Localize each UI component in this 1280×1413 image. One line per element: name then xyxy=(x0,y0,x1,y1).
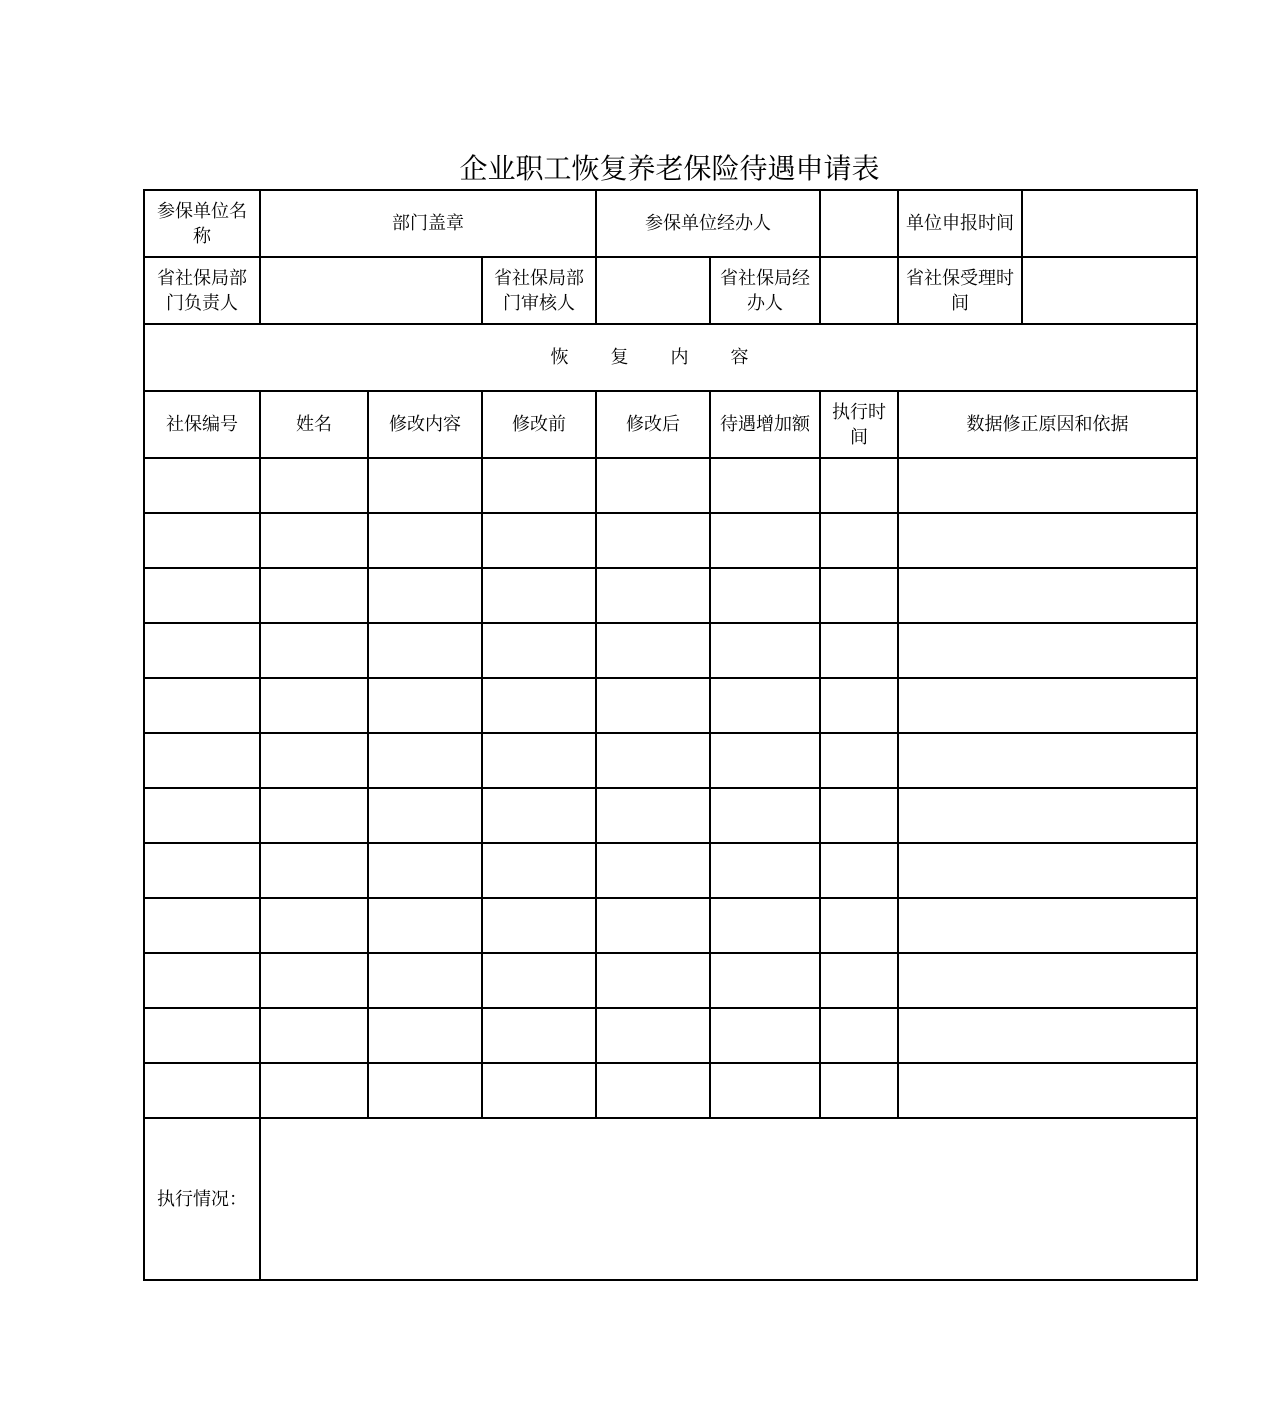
table-cell[interactable] xyxy=(260,1063,368,1118)
table-cell[interactable] xyxy=(260,953,368,1008)
table-cell[interactable] xyxy=(260,1008,368,1063)
table-row xyxy=(144,898,1197,953)
table-cell[interactable] xyxy=(596,1008,710,1063)
section-title-row xyxy=(144,324,1197,391)
table-cell[interactable] xyxy=(820,678,898,733)
table-row xyxy=(144,788,1197,843)
table-cell[interactable] xyxy=(482,1063,596,1118)
table-cell[interactable] xyxy=(144,898,260,953)
column-header: 执行时间 xyxy=(820,391,898,458)
table-cell[interactable] xyxy=(368,458,482,513)
header-row-bureau xyxy=(144,257,1197,324)
table-cell[interactable] xyxy=(596,1063,710,1118)
table-cell[interactable] xyxy=(596,513,710,568)
column-header: 修改后 xyxy=(596,391,710,458)
table-cell[interactable] xyxy=(144,843,260,898)
table-cell[interactable] xyxy=(144,1008,260,1063)
table-cell[interactable] xyxy=(144,568,260,623)
table-cell[interactable] xyxy=(820,568,898,623)
table-row xyxy=(144,568,1197,623)
table-cell[interactable] xyxy=(368,1063,482,1118)
bureau-reviewer-label: 省社保局部门审核人 xyxy=(482,257,596,324)
report-time-label: 单位申报时间 xyxy=(898,190,1022,257)
table-cell[interactable] xyxy=(368,513,482,568)
form-title: 企业职工恢复养老保险待遇申请表 xyxy=(459,152,880,185)
column-header: 修改前 xyxy=(482,391,596,458)
table-cell[interactable] xyxy=(482,623,596,678)
table-cell[interactable] xyxy=(596,678,710,733)
table-cell[interactable] xyxy=(482,788,596,843)
table-cell[interactable] xyxy=(368,623,482,678)
table-cell[interactable] xyxy=(482,953,596,1008)
table-cell[interactable] xyxy=(260,898,368,953)
table-cell[interactable] xyxy=(144,458,260,513)
application-form-table xyxy=(143,189,1198,1281)
table-row xyxy=(144,513,1197,568)
table-cell[interactable] xyxy=(482,1008,596,1063)
table-cell[interactable] xyxy=(144,1063,260,1118)
table-cell[interactable] xyxy=(898,843,1197,898)
table-cell[interactable] xyxy=(710,1063,820,1118)
table-cell[interactable] xyxy=(368,843,482,898)
table-cell[interactable] xyxy=(144,788,260,843)
table-cell[interactable] xyxy=(368,788,482,843)
table-row xyxy=(144,953,1197,1008)
table-cell[interactable] xyxy=(820,458,898,513)
table-cell[interactable] xyxy=(898,898,1197,953)
column-header: 社保编号 xyxy=(144,391,260,458)
column-header-row xyxy=(144,391,1197,458)
unit-agent-label: 参保单位经办人 xyxy=(596,190,820,257)
column-header: 数据修正原因和依据 xyxy=(898,391,1197,458)
table-row xyxy=(144,623,1197,678)
table-cell[interactable] xyxy=(596,733,710,788)
header-row-unit xyxy=(144,190,1197,257)
table-cell[interactable] xyxy=(820,843,898,898)
table-cell[interactable] xyxy=(596,788,710,843)
table-cell[interactable] xyxy=(482,898,596,953)
table-cell[interactable] xyxy=(260,623,368,678)
table-cell[interactable] xyxy=(898,1008,1197,1063)
table-cell[interactable] xyxy=(482,843,596,898)
execution-label: 执行情况： xyxy=(144,1118,260,1280)
table-cell[interactable] xyxy=(596,568,710,623)
table-cell[interactable] xyxy=(820,1008,898,1063)
table-cell[interactable] xyxy=(710,843,820,898)
bureau-agent-label: 省社保局经办人 xyxy=(710,257,820,324)
table-cell[interactable] xyxy=(144,623,260,678)
table-row xyxy=(144,678,1197,733)
table-cell[interactable] xyxy=(260,733,368,788)
dept-seal-label[interactable]: 部门盖章 xyxy=(260,190,596,257)
bureau-reviewer-value[interactable] xyxy=(596,257,710,324)
section-title: 恢复内容 xyxy=(144,324,1197,391)
table-cell[interactable] xyxy=(710,568,820,623)
table-cell[interactable] xyxy=(820,898,898,953)
bureau-head-value[interactable] xyxy=(260,257,482,324)
bureau-head-label: 省社保局部门负责人 xyxy=(144,257,260,324)
table-cell[interactable] xyxy=(710,898,820,953)
table-cell[interactable] xyxy=(820,788,898,843)
table-cell[interactable] xyxy=(144,733,260,788)
table-cell[interactable] xyxy=(482,458,596,513)
table-row xyxy=(144,1063,1197,1118)
table-cell[interactable] xyxy=(596,898,710,953)
column-header: 修改内容 xyxy=(368,391,482,458)
execution-row xyxy=(144,1118,1197,1280)
accept-time-value[interactable] xyxy=(1022,257,1197,324)
table-cell[interactable] xyxy=(144,953,260,1008)
table-cell[interactable] xyxy=(596,623,710,678)
table-cell[interactable] xyxy=(368,733,482,788)
table-cell[interactable] xyxy=(898,953,1197,1008)
table-row xyxy=(144,733,1197,788)
table-cell[interactable] xyxy=(898,513,1197,568)
table-cell[interactable] xyxy=(260,513,368,568)
table-cell[interactable] xyxy=(710,458,820,513)
table-cell[interactable] xyxy=(596,843,710,898)
table-cell[interactable] xyxy=(898,623,1197,678)
execution-value[interactable] xyxy=(260,1118,1197,1280)
table-cell[interactable] xyxy=(144,678,260,733)
bureau-agent-value[interactable] xyxy=(820,257,898,324)
table-cell[interactable] xyxy=(898,568,1197,623)
table-cell[interactable] xyxy=(898,1063,1197,1118)
table-cell[interactable] xyxy=(596,953,710,1008)
table-cell[interactable] xyxy=(368,1008,482,1063)
table-cell[interactable] xyxy=(710,733,820,788)
table-cell[interactable] xyxy=(820,1063,898,1118)
table-cell[interactable] xyxy=(482,733,596,788)
table-cell[interactable] xyxy=(368,568,482,623)
table-cell[interactable] xyxy=(260,843,368,898)
table-cell[interactable] xyxy=(260,568,368,623)
unit-agent-value[interactable] xyxy=(820,190,898,257)
table-cell[interactable] xyxy=(898,678,1197,733)
table-cell[interactable] xyxy=(482,678,596,733)
table-cell[interactable] xyxy=(710,1008,820,1063)
table-cell[interactable] xyxy=(596,458,710,513)
table-cell[interactable] xyxy=(710,513,820,568)
table-cell[interactable] xyxy=(482,513,596,568)
table-cell[interactable] xyxy=(368,898,482,953)
table-cell[interactable] xyxy=(710,788,820,843)
table-cell[interactable] xyxy=(820,513,898,568)
table-row xyxy=(144,843,1197,898)
table-row xyxy=(144,1008,1197,1063)
table-cell[interactable] xyxy=(710,623,820,678)
table-cell[interactable] xyxy=(820,953,898,1008)
table-cell[interactable] xyxy=(482,568,596,623)
column-header: 待遇增加额 xyxy=(710,391,820,458)
table-cell[interactable] xyxy=(260,458,368,513)
table-cell[interactable] xyxy=(820,623,898,678)
table-cell[interactable] xyxy=(820,733,898,788)
table-cell[interactable] xyxy=(710,678,820,733)
table-cell[interactable] xyxy=(898,733,1197,788)
report-time-value[interactable] xyxy=(1022,190,1197,257)
table-cell[interactable] xyxy=(898,788,1197,843)
table-cell[interactable] xyxy=(260,678,368,733)
table-cell[interactable] xyxy=(710,953,820,1008)
data-rows xyxy=(144,458,1197,1118)
unit-name-label: 参保单位名称 xyxy=(144,190,260,257)
table-cell[interactable] xyxy=(260,788,368,843)
table-cell[interactable] xyxy=(898,458,1197,513)
table-cell[interactable] xyxy=(144,513,260,568)
accept-time-label: 省社保受理时间 xyxy=(898,257,1022,324)
table-cell[interactable] xyxy=(368,953,482,1008)
table-row xyxy=(144,458,1197,513)
table-cell[interactable] xyxy=(368,678,482,733)
column-header: 姓名 xyxy=(260,391,368,458)
